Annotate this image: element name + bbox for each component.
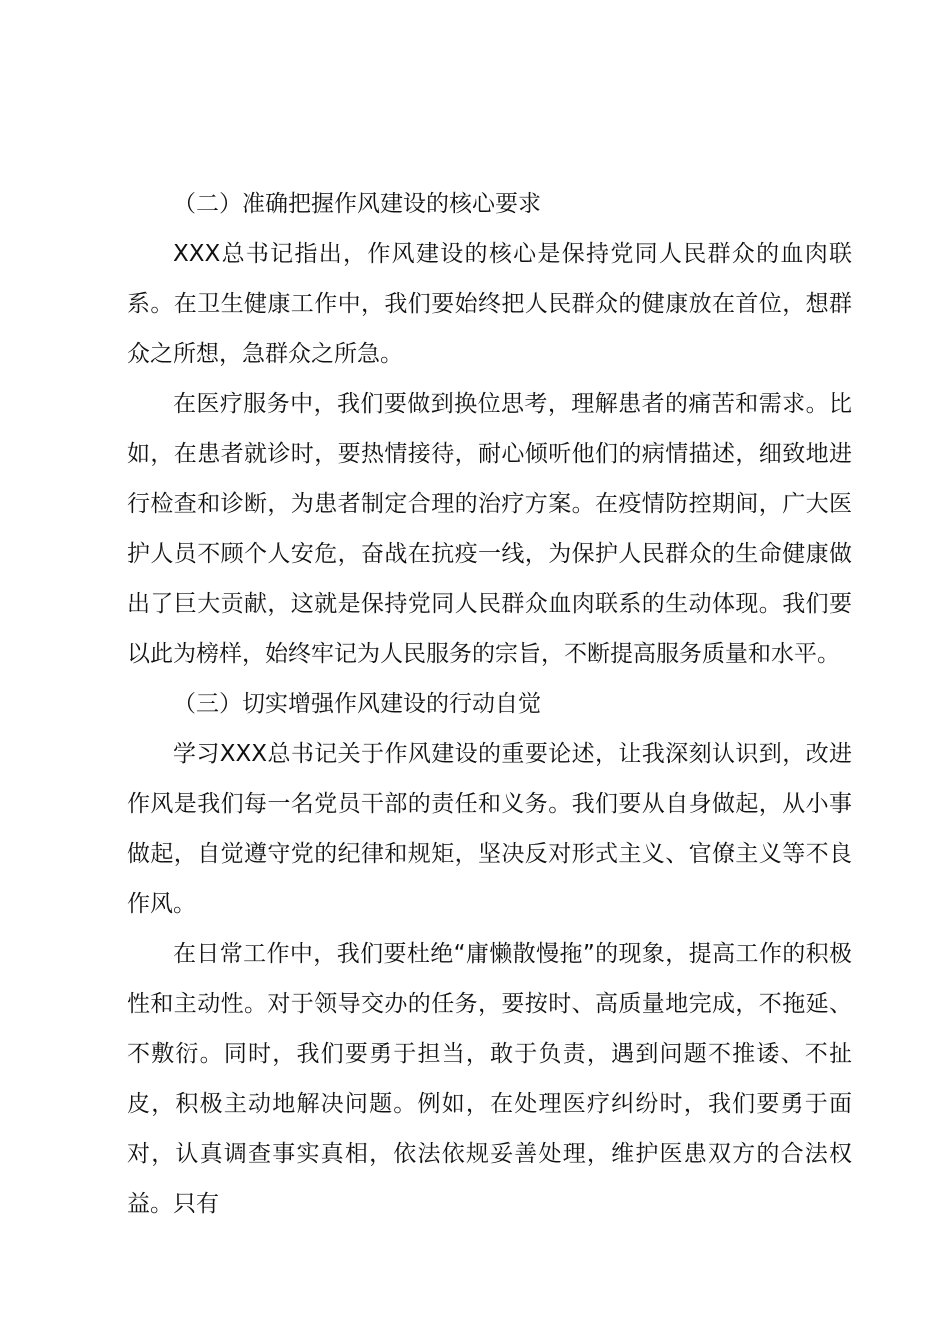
paragraph-self-awareness: 学习XXX总书记关于作风建设的重要论述，让我深刻认识到，改进作风是我们每一名党员干部的责任和义务。我们要从自身做起，从小事做起，自觉遵守党的纪律和规矩，坚决反对形式主义、官僚主义等不良作风。: [127, 741, 852, 917]
paragraph-core-requirement: XXX总书记指出，作风建设的核心是保持党同人民群众的血肉联系。在卫生健康工作中，我们要始终把人民群众的健康放在首位，想群众之所想，急群众之所急。: [127, 241, 852, 367]
section-heading-3: （三）切实增强作风建设的行动自觉: [173, 691, 541, 717]
document-body: [127, 179, 852, 1229]
paragraph-medical-service: 在医疗服务中，我们要做到换位思考，理解患者的痛苦和需求。比如，在患者就诊时，要热情接待，耐心倾听他们的病情描述，细致地进行检查和诊断，为患者制定合理的治疗方案。在疫情防控期间，广大医护人员不顾个人安危，奋战在抗疫一线，为保护人民群众的生命健康做出了巨大贡献，这就是保持党同人民群众血肉联系的生动体现。我们要以此为榜样，始终牢记为人民服务的宗旨，不断提高服务质量和水平。: [127, 391, 852, 667]
paragraph-daily-work: 在日常工作中，我们要杜绝“庸懒散慢拖”的现象，提高工作的积极性和主动性。对于领导交办的任务，要按时、高质量地完成，不拖延、不敷衍。同时，我们要勇于担当，敢于负责，遇到问题不推诿、不扯皮，积极主动地解决问题。例如，在处理医疗纠纷时，我们要勇于面对，认真调查事实真相，依法依规妥善处理，维护医患双方的合法权益。只有: [127, 941, 852, 1217]
section-heading-2: （二）准确把握作风建设的核心要求: [173, 191, 541, 217]
